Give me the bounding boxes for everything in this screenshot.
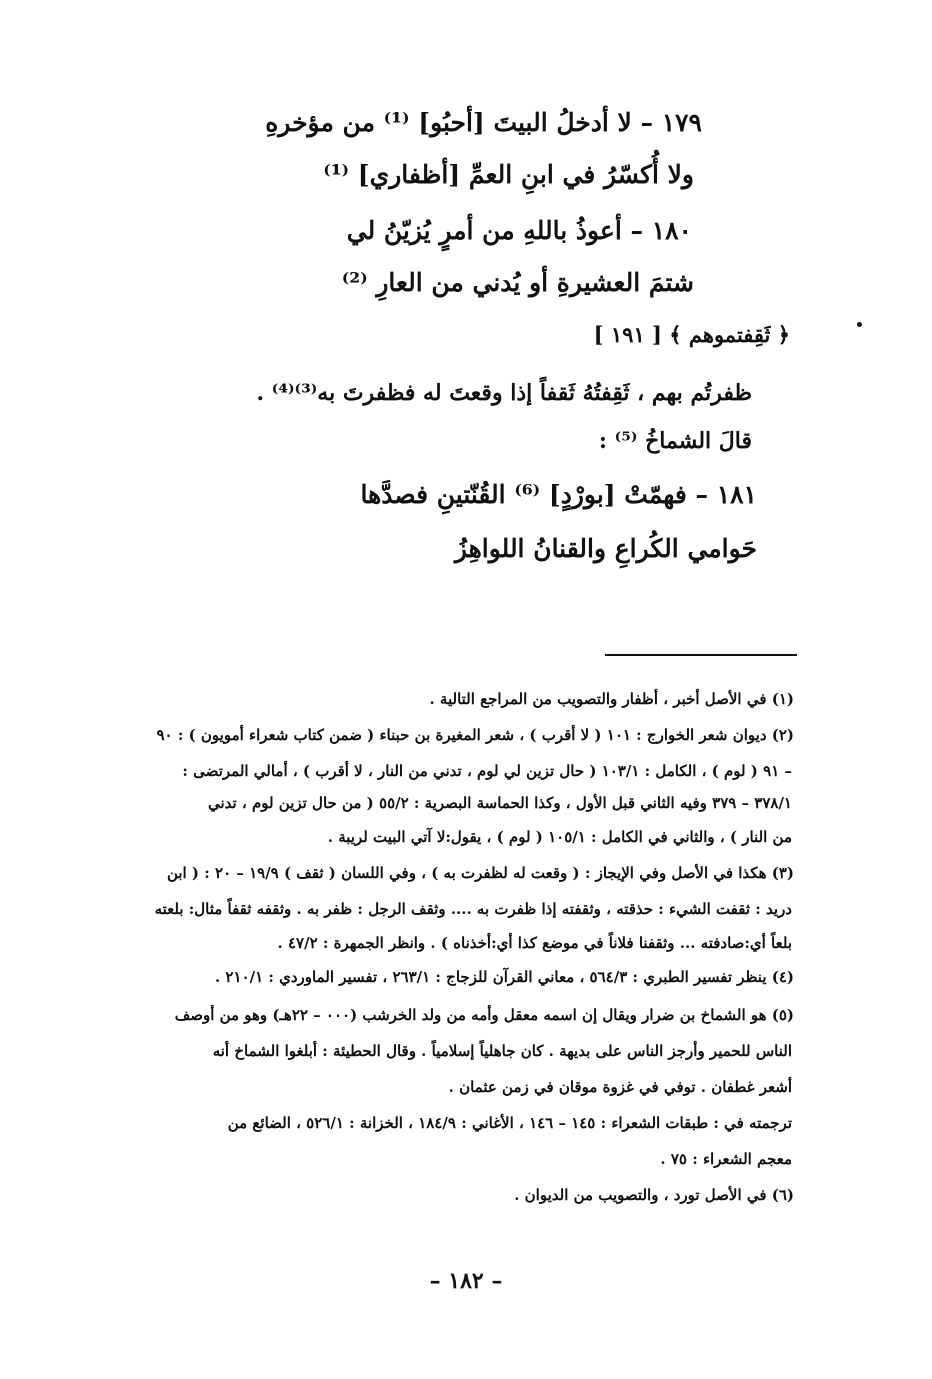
footnote-line: (٢) ديوان شعر الخوارج : ١٠١ ( لا أقرب ) ، شعر المغيرة بن حبناء ( ضمن كتاب شعراء أمويون ) : ٩٠ <box>156 726 794 744</box>
verse-181-first-hemistich: ١٨١ – فهمّتْ [بورْدٍ] ⁽⁶⁾ القُنّتينِ فصدَّها <box>360 480 757 509</box>
page-number: – ١٨٢ – <box>429 1268 503 1294</box>
footnote-line: – ٩١ ( لوم ) ، الكامل : ١٠٣/١ ( حال تزين لي لوم ، تدني من النار ، لا أقرب ) ، أمالي المرتضى : <box>182 762 792 780</box>
footnote-line: (٥) هو الشماخ بن ضرار ويقال إن اسمه معقل وأمه من ولد الخرشب (٠٠٠ – ٢٢هـ) وهو من أوصف <box>174 1006 794 1024</box>
stray-dot <box>857 322 862 327</box>
footnote-line: ٣٧٨/١ – ٣٧٩ وفيه الثاني قبل الأول ، وكذا الحماسة البصرية : ٥٥/٢ ( من حال تزين لوم ، تدني <box>207 794 792 812</box>
verse-179-first-hemistich: ١٧٩ – لا أدخلُ البيتَ [أحبُو] ⁽¹⁾ من مؤخرهِ <box>265 108 702 137</box>
footnote-line: (١) في الأصل أخبر ، أظفار والتصويب من المراجع التالية . <box>429 690 794 708</box>
footnote-line: الناس للحمير وأرجز الناس على بديهة . كان جاهلياً إسلامياً . وقال الحطيئة : أبلغوا الشماخ أنه <box>212 1042 792 1060</box>
entry-heading: ﴿ ثَقِفتموهم ﴾ [ ١٩١ ] <box>593 322 790 347</box>
poet-citation: قالَ الشماخُ ⁽⁵⁾ : <box>598 428 752 454</box>
footnote-line: دريد : ثقفت الشيء : حذقته ، وثقفته إذا ظفرت به .... وثقف الرجل : ظفر به . وثقفه ثقفاً مثال: بلعته <box>154 900 792 918</box>
footnote-line: (٦) في الأصل تورد ، والتصويب من الديوان . <box>514 1186 794 1204</box>
verse-179-second-hemistich: ولا أُكسّرُ في ابنِ العمِّ [أظفاري] ⁽¹⁾ <box>323 160 694 189</box>
verse-181-second-hemistich: حَوامي الكُراعِ والقنانُ اللواهِزُ <box>454 534 757 563</box>
footnote-line: أشعر غطفان . توفي في غزوة موقان في زمن عثمان . <box>448 1078 792 1096</box>
footnote-line: بلعاً أي:صادفته ... وثقفنا فلاناً في موضع كذا أي:أخذناه ) . وانظر الجمهرة : ٤٧/٢ . <box>277 934 792 952</box>
footnote-line: (٣) هكذا في الأصل وفي الإيجاز : ( وقعت له لظفرت به ) ، وفي اللسان ( ثقف ) ١٩/٩ – ٢٠ : ( ابن <box>166 864 794 882</box>
footnote-line: (٤) ينظر تفسير الطبري : ٥٦٤/٣ ، معاني القرآن للزجاج : ٢٦٣/١ ، تفسير الماوردي : ٢١٠/١ . <box>214 968 794 986</box>
verse-180-second-hemistich: شتمَ العشيرةِ أو يُدني من العارِ ⁽²⁾ <box>341 268 694 297</box>
footnote-line: من النار ) ، والثاني في الكامل : ١٠٥/١ ( لوم ) ، يقول:لا آتي البيت لريبة . <box>327 828 792 846</box>
footnote-line: ترجمته في : طبقات الشعراء : ١٤٥ – ١٤٦ ، الأغاني : ١٨٤/٩ ، الخزانة : ٥٢٦/١ ، الضائع من <box>227 1114 792 1132</box>
footnote-separator <box>605 654 797 656</box>
footnote-line: معجم الشعراء : ٧٥ . <box>660 1150 792 1168</box>
entry-definition: ظفرتُم بهم ، ثَقِفتُهُ ثَقفاً إذا وقعتَ له فظفرتَ به⁽³⁾⁽⁴⁾ . <box>256 380 752 406</box>
verse-180-first-hemistich: ١٨٠ – أعوذُ باللهِ من أمرٍ يُزيّنُ لي <box>346 216 692 245</box>
